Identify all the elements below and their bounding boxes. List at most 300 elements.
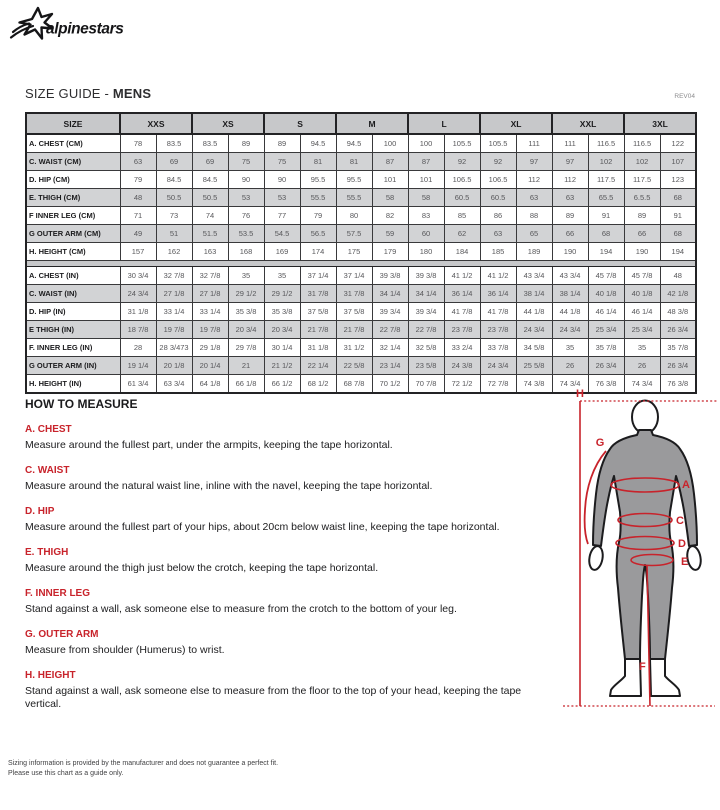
size-value: 63	[516, 189, 552, 207]
size-guide-table	[25, 112, 697, 394]
size-value: 35	[228, 267, 264, 285]
size-value: 60	[408, 225, 444, 243]
size-value: 43 3/4	[552, 267, 588, 285]
size-value: 180	[408, 243, 444, 261]
size-value: 42 1/8	[660, 285, 696, 303]
size-value: 37 1/4	[300, 267, 336, 285]
size-value: 44 1/8	[516, 303, 552, 321]
size-value: 33 2/4	[444, 339, 480, 357]
size-value: 72 1/2	[444, 375, 480, 394]
size-value: 25 3/4	[624, 321, 660, 339]
size-value: 31 1/2	[336, 339, 372, 357]
measure-instruction	[25, 424, 550, 452]
size-value: 46 1/4	[624, 303, 660, 321]
disclaimer	[8, 759, 278, 779]
size-value: 28 3/473	[156, 339, 192, 357]
figure-left-hand	[588, 545, 605, 571]
size-value: 61 3/4	[120, 375, 156, 394]
size-value: 123	[660, 171, 696, 189]
size-value: 29 7/8	[228, 339, 264, 357]
size-value: 92	[444, 153, 480, 171]
size-value: 88	[516, 207, 552, 225]
row-label: A. CHEST (IN)	[26, 267, 120, 285]
size-value: 39 3/8	[372, 267, 408, 285]
size-value: 32 7/8	[156, 267, 192, 285]
size-value: 190	[624, 243, 660, 261]
table-row	[26, 207, 696, 225]
size-value: 101	[408, 171, 444, 189]
measure-instruction-text: Stand against a wall, ask someone else to measure from the crotch to the bottom of your leg.	[25, 603, 457, 615]
table-row	[26, 134, 696, 153]
size-value: 74 3/4	[624, 375, 660, 394]
measure-instruction	[25, 465, 550, 493]
size-value: 37 1/4	[336, 267, 372, 285]
size-value: 105.5	[444, 134, 480, 153]
size-value: 175	[336, 243, 372, 261]
size-value: 63	[120, 153, 156, 171]
size-value: 163	[192, 243, 228, 261]
how-to-measure-items	[25, 424, 550, 711]
size-value: 28	[120, 339, 156, 357]
how-to-measure-section	[25, 397, 550, 711]
alpinestars-star-icon	[8, 5, 138, 45]
size-value: 106.5	[444, 171, 480, 189]
revision-label: REV04	[674, 93, 695, 100]
size-value: 18 7/8	[120, 321, 156, 339]
measure-instruction	[25, 629, 550, 657]
measure-instruction-heading: G. OUTER ARM	[25, 629, 99, 640]
size-value: 39 3/4	[372, 303, 408, 321]
size-value: 194	[660, 243, 696, 261]
table-row	[26, 267, 696, 285]
size-value: 53.5	[228, 225, 264, 243]
size-value: 26 3/4	[588, 357, 624, 375]
size-value: 39 3/8	[408, 267, 444, 285]
row-label: E. THIGH (CM)	[26, 189, 120, 207]
column-header-3xl: 3XL	[624, 113, 696, 134]
table-row	[26, 189, 696, 207]
size-value: 89	[552, 207, 588, 225]
size-value: 68 7/8	[336, 375, 372, 394]
figure-label-height: H	[576, 388, 584, 400]
size-value: 40 1/8	[588, 285, 624, 303]
column-header-size: SIZE	[26, 113, 120, 134]
size-value: 106.5	[480, 171, 516, 189]
size-value: 111	[516, 134, 552, 153]
size-value: 22 5/8	[336, 357, 372, 375]
size-value: 70 7/8	[408, 375, 444, 394]
size-value: 122	[660, 134, 696, 153]
figure-label-chest: A	[682, 479, 690, 491]
measure-instruction	[25, 506, 550, 534]
size-value: 26 3/4	[660, 321, 696, 339]
size-value: 45 7/8	[624, 267, 660, 285]
size-value: 107	[660, 153, 696, 171]
size-value: 55.5	[336, 189, 372, 207]
size-value: 50.5	[192, 189, 228, 207]
size-value: 35 3/8	[228, 303, 264, 321]
size-value: 185	[480, 243, 516, 261]
page-title	[25, 86, 151, 101]
size-value: 184	[444, 243, 480, 261]
size-value: 31 1/8	[300, 339, 336, 357]
size-value: 38 1/4	[552, 285, 588, 303]
size-value: 77	[264, 207, 300, 225]
size-value: 23 7/8	[444, 321, 480, 339]
table-row	[26, 321, 696, 339]
size-value: 76 3/8	[588, 375, 624, 394]
measure-instruction-text: Measure around the natural waist line, inline with the navel, keeping the tape horizontal.	[25, 480, 433, 492]
size-value: 79	[300, 207, 336, 225]
size-value: 91	[588, 207, 624, 225]
size-value: 32 7/8	[192, 267, 228, 285]
size-value: 90	[264, 171, 300, 189]
size-value: 56.5	[300, 225, 336, 243]
size-value: 22 7/8	[372, 321, 408, 339]
size-value: 169	[264, 243, 300, 261]
size-value: 89	[624, 207, 660, 225]
size-value: 179	[372, 243, 408, 261]
size-value: 72 7/8	[480, 375, 516, 394]
size-value: 19 7/8	[156, 321, 192, 339]
size-value: 90	[228, 171, 264, 189]
size-value: 34 5/8	[516, 339, 552, 357]
size-value: 97	[516, 153, 552, 171]
size-value: 49	[120, 225, 156, 243]
size-value: 87	[408, 153, 444, 171]
size-value: 37 5/8	[336, 303, 372, 321]
page-title-gender: MENS	[112, 86, 152, 101]
size-value: 95.5	[336, 171, 372, 189]
size-value: 112	[516, 171, 552, 189]
size-value: 30 1/4	[264, 339, 300, 357]
size-value: 19 7/8	[192, 321, 228, 339]
size-value: 66 1/2	[264, 375, 300, 394]
size-value: 74	[192, 207, 228, 225]
size-value: 75	[228, 153, 264, 171]
size-value: 116.5	[624, 134, 660, 153]
size-value: 39 3/4	[408, 303, 444, 321]
body-silhouette-diagram	[555, 388, 720, 760]
size-value: 79	[120, 171, 156, 189]
table-row	[26, 303, 696, 321]
size-value: 63	[480, 225, 516, 243]
size-value: 19 1/4	[120, 357, 156, 375]
size-value: 35 7/8	[588, 339, 624, 357]
figure-label-inner-leg: F	[639, 661, 646, 673]
size-value: 33 1/4	[192, 303, 228, 321]
size-value: 94.5	[300, 134, 336, 153]
figure-head	[632, 401, 658, 434]
size-value: 68	[660, 225, 696, 243]
size-value: 66	[624, 225, 660, 243]
column-header-xxl: XXL	[552, 113, 624, 134]
size-value: 35	[264, 267, 300, 285]
table-row	[26, 153, 696, 171]
size-value: 81	[336, 153, 372, 171]
size-value: 117.5	[588, 171, 624, 189]
size-value: 74 3/8	[516, 375, 552, 394]
measure-instruction-text: Measure around the fullest part of your hips, about 20cm below waist line, keeping the tape horizontal.	[25, 521, 500, 533]
size-value: 63	[552, 189, 588, 207]
size-value: 45 7/8	[588, 267, 624, 285]
size-value: 68	[660, 189, 696, 207]
size-value: 73	[156, 207, 192, 225]
size-value: 76	[228, 207, 264, 225]
size-value: 168	[228, 243, 264, 261]
size-value: 60.5	[480, 189, 516, 207]
measure-instruction-text: Measure around the thigh just below the crotch, keeping the tape horizontal.	[25, 562, 379, 574]
size-value: 89	[264, 134, 300, 153]
row-label: C. WAIST (CM)	[26, 153, 120, 171]
size-value: 100	[408, 134, 444, 153]
size-value: 162	[156, 243, 192, 261]
size-value: 35 3/8	[264, 303, 300, 321]
size-value: 190	[552, 243, 588, 261]
size-value: 37 5/8	[300, 303, 336, 321]
alpinestars-wordmark: alpinestars	[46, 20, 124, 38]
size-value: 40 1/8	[624, 285, 660, 303]
row-label: G OUTER ARM (IN)	[26, 357, 120, 375]
size-value: 59	[372, 225, 408, 243]
size-value: 97	[552, 153, 588, 171]
page-title-prefix: SIZE GUIDE -	[25, 86, 113, 101]
measure-instruction-heading: D. HIP	[25, 506, 55, 517]
size-value: 83.5	[192, 134, 228, 153]
size-value: 25 3/4	[588, 321, 624, 339]
size-value: 29 1/2	[264, 285, 300, 303]
size-value: 22 1/4	[300, 357, 336, 375]
column-header-m: M	[336, 113, 408, 134]
table-row	[26, 243, 696, 261]
size-value: 32 1/4	[372, 339, 408, 357]
size-value: 35 7/8	[660, 339, 696, 357]
size-value: 23 1/4	[372, 357, 408, 375]
size-value: 43 3/4	[516, 267, 552, 285]
size-value: 84.5	[192, 171, 228, 189]
size-value: 20 1/4	[192, 357, 228, 375]
measure-instruction	[25, 670, 550, 711]
size-value: 27 1/8	[156, 285, 192, 303]
size-value: 29 1/2	[228, 285, 264, 303]
size-value: 82	[372, 207, 408, 225]
size-value: 76 3/8	[660, 375, 696, 394]
size-value: 31 7/8	[336, 285, 372, 303]
row-label: D. HIP (CM)	[26, 171, 120, 189]
row-label: G OUTER ARM (CM)	[26, 225, 120, 243]
size-value: 41 7/8	[444, 303, 480, 321]
size-value: 116.5	[588, 134, 624, 153]
figure-right-foot	[650, 659, 680, 696]
measure-instruction-heading: E. THIGH	[25, 547, 69, 558]
size-value: 38 1/4	[516, 285, 552, 303]
size-value: 54.5	[264, 225, 300, 243]
size-value: 21	[228, 357, 264, 375]
figure-left-foot	[610, 659, 641, 696]
row-label: C. WAIST (IN)	[26, 285, 120, 303]
disclaimer-line-2: Please use this chart as a guide only.	[8, 770, 124, 777]
size-value: 60.5	[444, 189, 480, 207]
table-row	[26, 171, 696, 189]
size-value: 23 7/8	[480, 321, 516, 339]
size-value: 57.5	[336, 225, 372, 243]
measure-instruction	[25, 588, 550, 616]
measure-instruction-text: Measure from shoulder (Humerus) to wrist.	[25, 644, 225, 656]
size-value: 83.5	[156, 134, 192, 153]
table-row	[26, 285, 696, 303]
row-label: H. HEIGHT (CM)	[26, 243, 120, 261]
figure-label-hip: D	[678, 538, 686, 550]
size-value: 51	[156, 225, 192, 243]
table-header-row	[26, 113, 696, 134]
size-value: 95.5	[300, 171, 336, 189]
size-value: 24 3/4	[120, 285, 156, 303]
size-value: 24 3/4	[552, 321, 588, 339]
size-value: 20 3/4	[228, 321, 264, 339]
measure-instruction-text: Stand against a wall, ask someone else to measure from the floor to the top of your head, keeping the tape vertical.	[25, 685, 522, 710]
how-to-measure-title: HOW TO MEASURE	[25, 397, 138, 411]
size-value: 100	[372, 134, 408, 153]
size-value: 24 3/4	[516, 321, 552, 339]
size-value: 85	[444, 207, 480, 225]
measure-instruction	[25, 547, 550, 575]
size-value: 36 1/4	[480, 285, 516, 303]
size-value: 21 7/8	[300, 321, 336, 339]
size-value: 32 5/8	[408, 339, 444, 357]
size-value: 55.5	[300, 189, 336, 207]
size-value: 21 1/2	[264, 357, 300, 375]
size-value: 189	[516, 243, 552, 261]
size-value: 23 5/8	[408, 357, 444, 375]
size-value: 65	[516, 225, 552, 243]
size-value: 33 1/4	[156, 303, 192, 321]
size-value: 29 1/8	[192, 339, 228, 357]
size-value: 84.5	[156, 171, 192, 189]
size-value: 62	[444, 225, 480, 243]
size-value: 58	[408, 189, 444, 207]
size-value: 25 5/8	[516, 357, 552, 375]
size-value: 86	[480, 207, 516, 225]
page-heading-row	[25, 86, 695, 101]
size-value: 51.5	[192, 225, 228, 243]
size-value: 53	[264, 189, 300, 207]
size-value: 83	[408, 207, 444, 225]
measure-instruction-heading: A. CHEST	[25, 424, 72, 435]
size-value: 102	[624, 153, 660, 171]
size-value: 41 1/2	[480, 267, 516, 285]
size-value: 64 1/8	[192, 375, 228, 394]
size-value: 30 3/4	[120, 267, 156, 285]
size-value: 21 7/8	[336, 321, 372, 339]
size-value: 80	[336, 207, 372, 225]
size-value: 117.5	[624, 171, 660, 189]
size-value: 6.5.5	[624, 189, 660, 207]
size-value: 53	[228, 189, 264, 207]
row-label: A. CHEST (CM)	[26, 134, 120, 153]
size-value: 68	[588, 225, 624, 243]
measure-instruction-heading: F. INNER LEG	[25, 588, 91, 599]
size-value: 69	[156, 153, 192, 171]
size-value: 22 7/8	[408, 321, 444, 339]
disclaimer-line-1: Sizing information is provided by the manufacturer and does not guarantee a perfect fit.	[8, 760, 279, 767]
column-header-xl: XL	[480, 113, 552, 134]
size-value: 70 1/2	[372, 375, 408, 394]
size-value: 20 3/4	[264, 321, 300, 339]
size-value: 66 1/8	[228, 375, 264, 394]
size-value: 92	[480, 153, 516, 171]
size-value: 69	[192, 153, 228, 171]
size-value: 50.5	[156, 189, 192, 207]
size-value: 102	[588, 153, 624, 171]
row-label: E THIGH (IN)	[26, 321, 120, 339]
size-value: 75	[264, 153, 300, 171]
size-value: 35	[624, 339, 660, 357]
size-value: 34 1/4	[408, 285, 444, 303]
size-value: 27 1/8	[192, 285, 228, 303]
size-value: 89	[228, 134, 264, 153]
column-header-xxs: XXS	[120, 113, 192, 134]
size-value: 26 3/4	[660, 357, 696, 375]
size-value: 81	[300, 153, 336, 171]
row-label: H. HEIGHT (IN)	[26, 375, 120, 394]
size-value: 35	[552, 339, 588, 357]
measurement-figure	[555, 388, 720, 760]
column-header-s: S	[264, 113, 336, 134]
row-label: D. HIP (IN)	[26, 303, 120, 321]
table-row	[26, 225, 696, 243]
figure-label-waist: C	[676, 515, 684, 527]
size-value: 78	[120, 134, 156, 153]
size-value: 48	[120, 189, 156, 207]
table-row	[26, 339, 696, 357]
size-value: 31 1/8	[120, 303, 156, 321]
size-value: 111	[552, 134, 588, 153]
size-value: 58	[372, 189, 408, 207]
measure-instruction-heading: C. WAIST	[25, 465, 70, 476]
column-header-l: L	[408, 113, 480, 134]
size-value: 48	[660, 267, 696, 285]
size-value: 112	[552, 171, 588, 189]
size-value: 41 7/8	[480, 303, 516, 321]
size-value: 31 7/8	[300, 285, 336, 303]
size-value: 48 3/8	[660, 303, 696, 321]
size-value: 68 1/2	[300, 375, 336, 394]
size-value: 94.5	[336, 134, 372, 153]
size-value: 26	[624, 357, 660, 375]
size-value: 91	[660, 207, 696, 225]
size-value: 36 1/4	[444, 285, 480, 303]
measure-instruction-text: Measure around the fullest part, under the armpits, keeping the tape horizontal.	[25, 439, 393, 451]
table-row	[26, 357, 696, 375]
figure-label-thigh: E	[681, 556, 689, 568]
size-value: 41 1/2	[444, 267, 480, 285]
size-value: 101	[372, 171, 408, 189]
size-value: 174	[300, 243, 336, 261]
size-value: 65.5	[588, 189, 624, 207]
size-value: 157	[120, 243, 156, 261]
size-value: 71	[120, 207, 156, 225]
alpinestars-logo	[8, 5, 138, 45]
size-value: 20 1/8	[156, 357, 192, 375]
size-value: 87	[372, 153, 408, 171]
size-value: 194	[588, 243, 624, 261]
size-value: 44 1/8	[552, 303, 588, 321]
measure-instruction-heading: H. HEIGHT	[25, 670, 76, 681]
size-value: 105.5	[480, 134, 516, 153]
size-value: 74 3/4	[552, 375, 588, 394]
size-value: 63 3/4	[156, 375, 192, 394]
size-value: 33 7/8	[480, 339, 516, 357]
